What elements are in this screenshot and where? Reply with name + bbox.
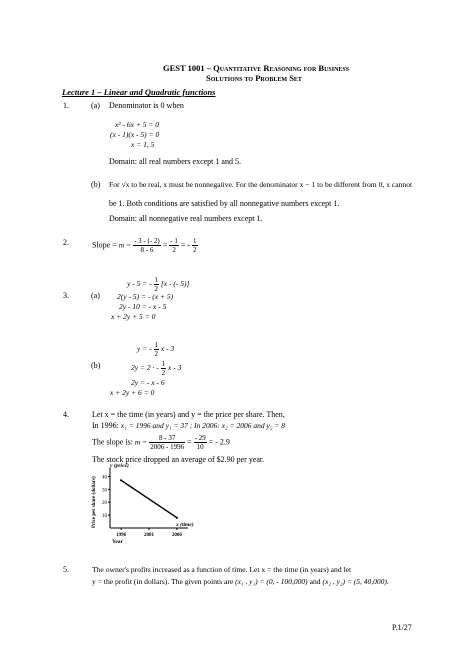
q3b-eq2: 2y = 2 · - $\frac{1}{2}$ x - 3 [131, 360, 182, 377]
document-subtitle: Solutions to Problem Set [206, 73, 302, 83]
q3b-label: (b) [91, 361, 101, 370]
y-axis-label: y (price) [110, 463, 129, 469]
q3b-eq4: x + 2y + 6 = 0 [110, 388, 155, 397]
y-tick-label: 10 [102, 514, 107, 520]
q5-number: 5. [63, 565, 69, 574]
data-line [121, 480, 177, 517]
q3b-eq1: y = - $\frac{1}{2}$ x - 3 [137, 341, 175, 358]
q3b-eq3: 2y = - x - 6 [131, 378, 165, 387]
stock-price-chart [88, 462, 198, 550]
q3a-eq4: x + 2y + 5 = 0 [111, 312, 156, 321]
x-axis-label: x (time) [176, 522, 194, 528]
x-tick-label: 2006 [171, 533, 182, 538]
q4-slope-line: The slope is: m = $\frac{8 - 37}{2006 - 1996}$ = $\frac{- 29}{10}$ = - 2.9 [92, 434, 230, 451]
section-title: Lecture 1 – Linear and Quadratic functions [62, 87, 216, 97]
q2-slope-line: Slope = m = $\frac{- 3 - (- 2)}{8 - 6}$ = $\frac{- 1}{2}$ = - $\frac{1}{2}$ [92, 237, 197, 254]
y-tick-label: 20 [102, 501, 107, 507]
q3a-eq1: y - 5 = - $\frac{1}{2}$ [x - (- 5)] [127, 276, 190, 293]
data-point [120, 479, 122, 481]
q4-conclusion: The stock price dropped an average of $2.90 per year. [92, 455, 265, 464]
q5-text-2: y = the profit (in dollars). The given points are (x₁ , y₁) = (0, - 100,000) and (x₂ , y₂) = (5, 40,000). [92, 577, 389, 586]
q1b-domain: Domain: all nonnegative real numbers except 1. [109, 214, 263, 223]
q1a-domain: Domain: all real numbers except 1 and 5. [109, 157, 241, 166]
q4-number: 4. [63, 410, 69, 419]
q1b-text-2: be 1. Both conditions are satisfied by all nonnegative numbers except 1. [109, 199, 340, 208]
y-tick-label: 40 [102, 475, 107, 481]
q1-number: 1. [63, 101, 69, 110]
q4-text-1: Let x = the time (in years) and y = the price per share. Then, [92, 410, 285, 419]
q1a-label: (a) [91, 101, 100, 110]
q5-text-1: The owner's profits increased as a function of time. Let x = the time (in years) and let [92, 565, 352, 574]
document-title: GEST 1001 – Quantitative Reasoning for Business [163, 63, 350, 73]
q3a-eq3: 2y - 10 = - x - 5 [119, 302, 167, 311]
q1a-text: Denominator is 0 when [109, 101, 184, 110]
q1a-eq2: (x - 1)(x - 5) = 0 [110, 130, 160, 139]
q3a-label: (a) [91, 291, 100, 300]
x-tick-label: 2001 [144, 533, 154, 538]
q3a-eq2: 2(y - 5) = - (x + 5) [117, 292, 174, 301]
y-tick-label: 30 [102, 488, 107, 494]
y-axis-side-label: Price per share (dollars) [92, 476, 97, 528]
q1b-text-1: For √x to be real, x must be nonnegative. For the denominator x − 1 to be different from 0, x cannot [109, 180, 413, 189]
q1a-eq3: x = 1, 5 [131, 140, 155, 149]
page-number: P.1/27 [392, 623, 412, 632]
x-tick-label: 1996 [116, 533, 127, 538]
q1b-label: (b) [91, 180, 101, 189]
data-point [176, 517, 178, 519]
q1a-eq1: x² - 6x + 5 = 0 [115, 120, 160, 129]
q4-text-2: In 1996: x₁ = 1996 and y₁ = 37 ; In 2006: x₂ = 2006 and y₂ = 8 [92, 421, 286, 430]
q2-number: 2. [63, 238, 69, 247]
x-axis-bottom-label: Year [112, 539, 123, 545]
q3-number: 3. [63, 291, 69, 300]
